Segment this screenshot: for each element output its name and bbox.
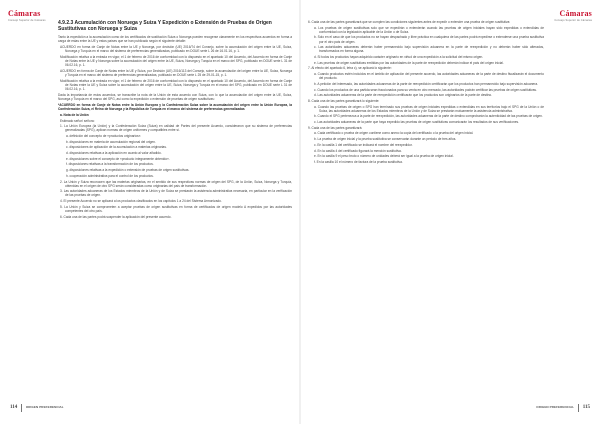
logo-subtitle: Consejo Superior de Cámaras	[554, 19, 592, 22]
list-item: f. En la casilla 10 el número de factura de la prueba sustitutiva.	[314, 159, 403, 164]
list-item: b. disposiciones en materia de acumulación regional del origen.	[66, 139, 156, 144]
left-column	[58, 20, 292, 396]
footer-divider	[578, 404, 579, 412]
page-number: 114	[10, 405, 18, 411]
list-item: c. Las autoridades aduaneras deberán haber permanecido bajo supervisión aduanera en la parte de reexpedición y no deberán haber sido alterados, transformados en forma alguna.	[314, 45, 544, 54]
right-footer	[536, 404, 590, 412]
list-item: 3. Las autoridades aduaneras de los Estados miembros de la Unión y de Suiza se prestarán la asistencia administrativa necesaria, en particular en la verificación de las pruebas de origen.	[60, 189, 292, 198]
list-item: c. En la casilla 1 del certificado se indicará el nombre del reexpedidor.	[314, 142, 413, 147]
paragraph: Dada la importancia de estos acuerdos, se transcribe la nota de la Unión de esta acuerdo con Suiza, con lo que la acumulación del origen entre la UE, Suiza, Noruega y Turquía en el marco del SPG, así como la expedición o extensión de pruebas de origen sustitutivas:	[58, 92, 292, 101]
logo-text: Cámaras	[559, 9, 592, 18]
list-item: c. disposiciones de aplicación de la acumulación a materias originarias.	[66, 145, 167, 150]
brand-logo	[554, 9, 592, 22]
salutation: Estimado señor/ señora:	[60, 118, 95, 123]
list-item: c. Las autoridades aduaneras de la parte que haya expedido las pruebas de origen sustitutivas comunicarán los resultados de sus verificaciones.	[314, 120, 520, 125]
list-item: 2. La Unión y Suiza reconocen que las materias originarias, en el sentido de sus respectivas normas de origen del SPG, de la Unión, Suiza, Noruega y Turquía, obtenidas en el origen de otro SPG serán consideradas como originarias del país de transformación.	[60, 179, 292, 188]
brand-logo	[8, 9, 46, 22]
list-item: 9. Cada una de las partes garantizará:	[308, 125, 363, 130]
list-item: 6. Cada una de las partes podrá suspender la aplicación del presente acuerdo.	[60, 214, 172, 219]
list-item: a. Los pruebas de origen sustitutivas solo que se expedirán o extenderán cuando las pruebas de origen iniciales hayan sido expedidas o extendidas de conformidad con la legislación aplicable de la Unión o de Suiza.	[314, 25, 544, 34]
list-item: e. disposiciones sobre el concepto de «producto íntegramente obtenido».	[66, 156, 170, 161]
list-item: e. En la casilla 9 el peso bruto o número de unidades deberá ser igual a la prueba de origen inicial.	[314, 154, 454, 159]
list-item: 1. La Unión Europea (la Unión) y la Confederación Suiza (Suiza) en calidad de Partes del presente Acuerdo, consideraron que su sistema de preferencias generalizadas (SPG), aplican normas de origen uniformes y compatibles entre sí.	[60, 124, 292, 133]
list-item: Modificación relativa a la entrada en vigor, el 1 de febrero de 2016 de conformidad con lo dispuesto en el apartado 10 del Acuerdo, del Acuerdo en forma de Canje de Notas entre la UE y Suiza sobre la acumulación del origen entre la UE, Suiza, Noruega y Turquía en el marco del SPG, publicado en DOUE serie L 31 de 06.02.16, p. 1.	[60, 78, 292, 91]
list-item: d. disposiciones relativas a la aplicación en cuanto al valor añadido.	[66, 151, 162, 156]
list-item: 7. Al efecto del apartado 6, letra c), se aplicará lo siguiente:	[308, 66, 392, 71]
list-item: b. La prueba de origen inicial y la prueba sustitutiva se conservarán durante un periodo de tres años.	[314, 137, 457, 142]
logo-subtitle: Consejo Superior de Cámaras	[8, 19, 46, 22]
right-page	[300, 0, 600, 424]
list-item: c. Cuando los productos de una partida sean fraccionados para su venta en otro mercado, las autoridades podrán certificar las pruebas de origen sustitutivas.	[314, 87, 537, 92]
list-item: d. En la casilla 4 del certificado figurará la mención sustitutiva.	[314, 148, 402, 153]
page-number: 115	[582, 405, 590, 411]
list-item: ACUERDO en forma de Canje de Notas entre la UE y Noruega, por decisión (UE) 2016/74 del Consejo, sobre la acumulación del origen entre la UE, Suiza, Noruega y Turquía en el marco del sistema de preferencias generalizadas, publicado en DOUE serie L 26 de 16.01.16, p. 1.	[60, 45, 292, 54]
list-item: a. Cuando productos estén incluidos en el ámbito de aplicación del presente acuerdo, las autoridades aduaneras de la parte de destino fiscalizarán el documento del producto.	[314, 72, 544, 81]
left-footer	[10, 404, 64, 412]
list-item: e. Las pruebas de origen sustitutivas emitidas por las autoridades de la parte de reexpedición deberán indicar el país del origen inicial.	[314, 60, 504, 65]
list-item: b. Solo en el caso de que los productos no se hayan despachado y libre práctica en cualquiera de las partes podrá expedirse o extenderse una prueba sustitutiva por el otro país de origen.	[314, 35, 544, 44]
list-item: 6. Cada una de las partes garantizará que se cumplen las condiciones siguientes antes de expedir o extender una prueba de origen sustitutiva:	[308, 20, 511, 24]
list-item: 4. El presente Acuerdo no se aplicará a los productos clasificados en los capítulos 1 a 24 del Sistema Armonizado.	[60, 199, 222, 204]
list-item: a. Cada certificado o prueba de origen contiene como anexo la copia del certificado o la prueba del origen inicial.	[314, 131, 474, 136]
list-item: d. Las autoridades aduaneras de la parte de reexpedición certificarán que los productos son originarios de la parte de destino.	[314, 93, 493, 98]
footer-label: ORIGEN PREFERENCIAL	[536, 405, 575, 410]
list-item: 5. La Unión y Suiza se comprometen a aceptar pruebas de origen sustitutivas en forma de certificados de origen modelo A expedidos por las autoridades competentes del otro país.	[60, 204, 292, 213]
list-item: ACUERDO en forma de Canje de Notas entre la UE y Suiza, por Decisión (UE) 2016/113 del Consejo, sobre la acumulación del origen entre la UE, Suiza, Noruega y Turquía en el marco del sistema de preferencias generalizadas, publicado en DOUE serie L 25 de 29-01-15, p. 1.	[60, 68, 292, 77]
list-item: f. disposiciones relativas a la transformación de los productos.	[66, 162, 154, 167]
list-item: Modificación relativa a la entrada en vigor, el 1 de febrero de 2016 de conformidad con lo dispuesto en el apartado 10 del Acuerdo, del Acuerdo en forma de Canje de Notas entre la UE y Noruega sobre la acumulación del origen entre la UE, Suiza, Noruega y Turquía en el marco del SPG, publicado en DOUE serie L 31 de 06.02.16, p. 1.	[60, 54, 292, 68]
section-heading: 4.9.2.3 Acumulación con Noruega y Suiza Y Expedición o Extensión de Pruebas de Origen Sustitutivas con Noruega y Suiza	[58, 20, 272, 32]
list-item: a. definición del concepto de «productos originarios».	[66, 134, 142, 139]
logo-text: Cámaras	[8, 9, 41, 18]
footer-label: ORIGEN PREFERENCIAL	[25, 405, 64, 410]
list-item: b. Cuando el SPG pertenezca a la parte de reexpedición, las autoridades aduaneras de la parte de destino comprobarán la autenticidad de las pruebas de origen.	[314, 114, 543, 119]
footer-divider	[21, 404, 22, 412]
intro-paragraph: Tanto la expedición a la acumulación como de los certificados de sustitución Suiza o Noruega pueden recogerse claramente en los respectivos acuerdos en forma a carga de estas entre la UE y estos países que se han publicado según el siguiente detalle:	[58, 35, 292, 44]
agreement-title: *ACUERDO en forma de Canje de Notas entre la Unión Europea y la Confederación Suiza sobre la acumulación del origen entre la Unión Europea, la Confederación Suiza, el Reino de Noruega y la República de Turquía en el marco del sistema de preferencias generalizadas	[58, 102, 292, 111]
sub-heading: a. Nota de la Unión	[60, 112, 89, 117]
list-item: d. Si todos los productos hayan adquirido carácter originario en virtud de una expedición a la solicitud del mismo origen.	[314, 55, 484, 60]
list-item: 8. Cada una de las partes garantizará lo siguiente:	[308, 98, 380, 103]
right-column	[306, 20, 544, 396]
list-item: h. cooperación administrativa para el control de los productos.	[66, 173, 154, 178]
list-item: g. disposiciones relativas a la expedición o extensión de pruebas de origen sustitutivas.	[66, 168, 190, 173]
list-item: b. A petición del interesado, las autoridades aduaneras de la parte de reexpedición certificarán que los productos han permanecido bajo supervisión aduanera.	[314, 81, 538, 86]
list-item: a. Cuando las pruebas de origen o SPG han terminado sus pruebas de origen iniciales expedidas o extendidas en sus territorios bajo el SPG de la Unión o de Suiza, las autoridades aduaneras de los Estados miembros de la Unión y de Suiza se prestarán mutuamente la asistencia administrativa.	[314, 104, 544, 113]
